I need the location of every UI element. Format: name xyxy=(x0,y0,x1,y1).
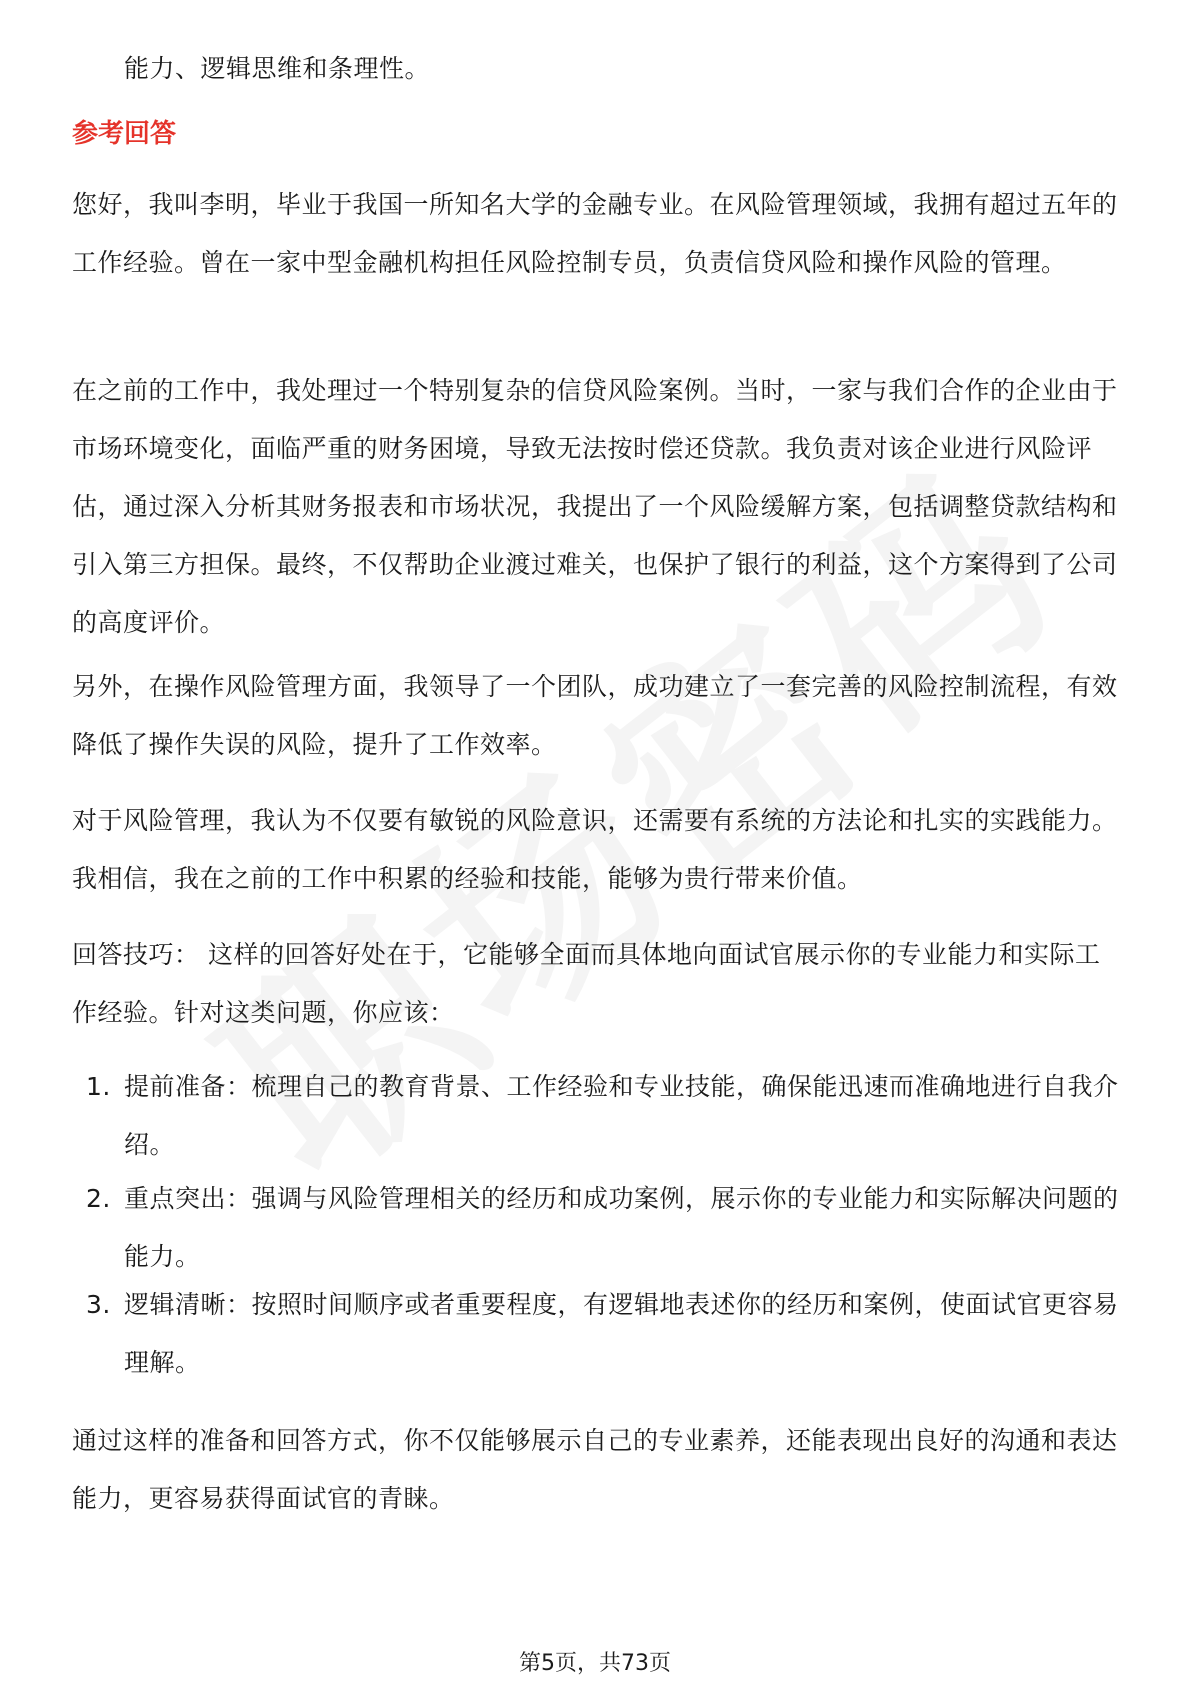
section-heading: 参考回答 xyxy=(72,119,177,149)
list-number: 1. xyxy=(86,1072,111,1101)
list-item xyxy=(72,1058,1122,1174)
page-footer: 第5页，共73页 xyxy=(519,1651,671,1676)
paragraph-intro: 您好，我叫李明，毕业于我国一所知名大学的金融专业。在风险管理领域，我拥有超过五年的工作经验。曾在一家中型金融机构担任风险控制专员，负责信贷风险和操作风险的管理。 xyxy=(72,190,1118,277)
continuation-line: 能力、逻辑思维和条理性。 xyxy=(124,54,431,83)
list-item xyxy=(72,1276,1122,1392)
paragraph-philosophy: 对于风险管理，我认为不仅要有敏锐的风险意识，还需要有系统的方法论和扎实的实践能力。我相信，我在之前的工作中积累的经验和技能，能够为贵行带来价值。 xyxy=(72,806,1118,893)
list-item xyxy=(72,1170,1122,1286)
list-text: 提前准备：梳理自己的教育背景、工作经验和专业技能，确保能迅速而准确地进行自我介绍。 xyxy=(124,1072,1119,1159)
list-text: 重点突出：强调与风险管理相关的经历和成功案例，展示你的专业能力和实际解决问题的能力。 xyxy=(124,1184,1119,1271)
paragraph-operations: 另外，在操作风险管理方面，我领导了一个团队，成功建立了一套完善的风险控制流程，有效降低了操作失误的风险，提升了工作效率。 xyxy=(72,672,1118,759)
list-number: 3. xyxy=(86,1290,111,1319)
list-text: 逻辑清晰：按照时间顺序或者重要程度，有逻辑地表述你的经历和案例，使面试官更容易理解。 xyxy=(124,1290,1119,1377)
paragraph-case: 在之前的工作中，我处理过一个特别复杂的信贷风险案例。当时，一家与我们合作的企业由于市场环境变化，面临严重的财务困境，导致无法按时偿还贷款。我负责对该企业进行风险评估，通过深入分析其财务报表和市场状况，我提出了一个风险缓解方案，包括调整贷款结构和引入第三方担保。最终，不仅帮助企业渡过难关，也保护了银行的利益，这个方案得到了公司的高度评价。 xyxy=(72,376,1118,637)
closing-paragraph: 通过这样的准备和回答方式，你不仅能够展示自己的专业素养，还能表现出良好的沟通和表达能力，更容易获得面试官的青睐。 xyxy=(72,1426,1118,1513)
paragraph-tips-intro: 回答技巧： 这样的回答好处在于，它能够全面而具体地向面试官展示你的专业能力和实际工作经验。针对这类问题，你应该： xyxy=(72,940,1101,1027)
list-number: 2. xyxy=(86,1184,111,1213)
